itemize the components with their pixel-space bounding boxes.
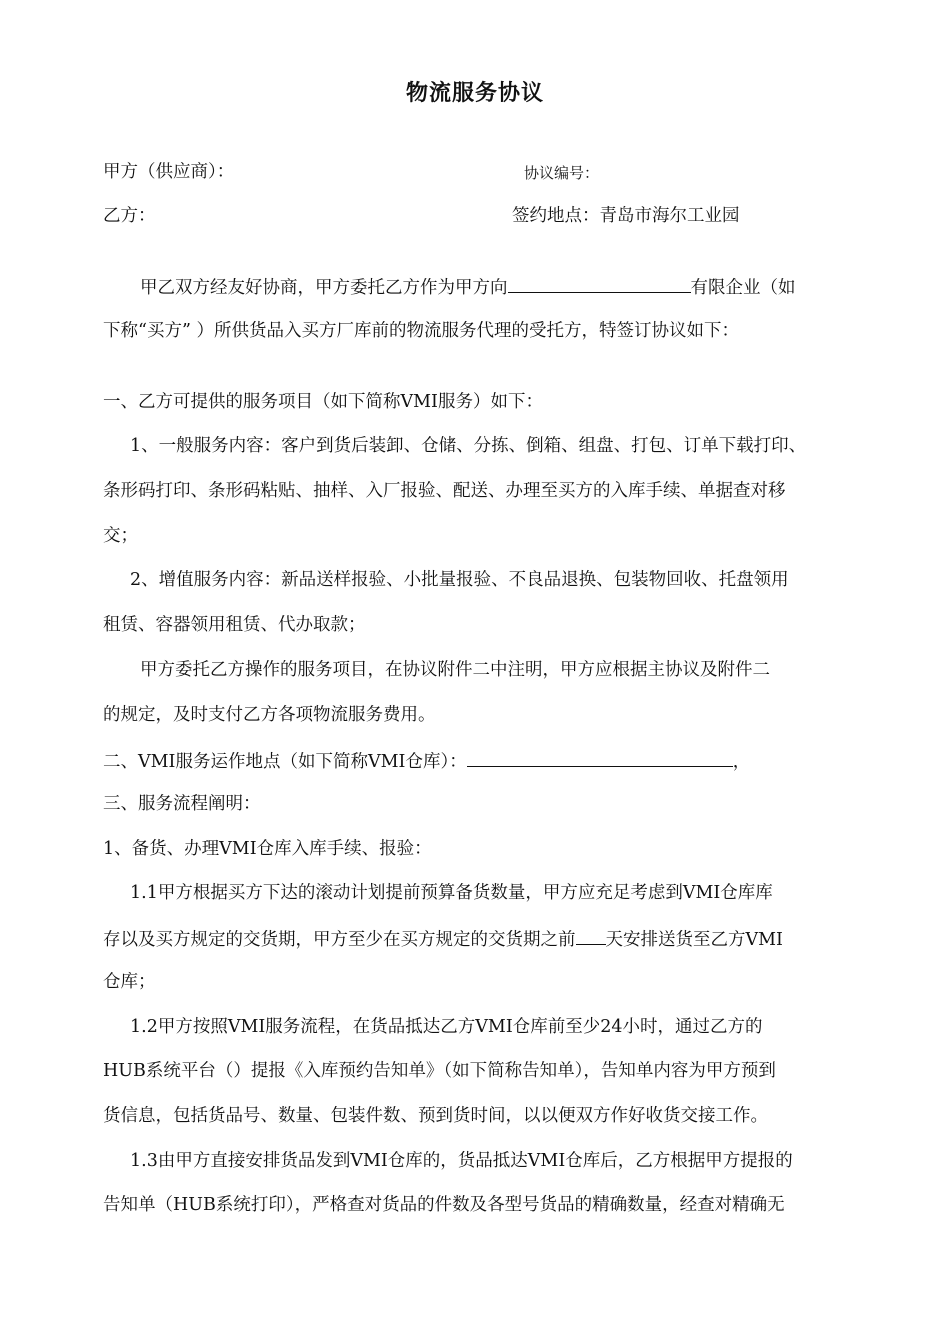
intro-line-1-text-b: 有限企业（如	[690, 278, 796, 298]
agreement-no-label: 协议编号：	[524, 164, 600, 182]
para-1-1-line-2	[103, 926, 783, 952]
intro-line-1-text-a: 甲乙双方经友好协商，甲方委托乙方作为甲方向	[140, 278, 508, 298]
vmi-warehouse-blank	[467, 748, 733, 767]
para-1-1-line-2-text-b: 天安排送货至乙方VMI	[605, 930, 783, 950]
para-1-1-line-1: 1.1甲方根据买方下达的滚动计划提前预算备货数量，甲方应充足考虑到VMI仓库库	[130, 883, 773, 903]
subsection-1-heading: 1、备货、办理VMI仓库入库手续、报验：	[103, 839, 432, 859]
para-1-2-line-2: HUB系统平台（）提报《入库预约告知单》（如下简称告知单），告知单内容为甲方预到	[103, 1061, 776, 1081]
para-1-3-line-2: 告知单（HUB系统打印），严格查对货品的件数及各型号货品的精确数量，经查对精确无	[103, 1195, 785, 1215]
para-1-1-line-3: 仓库；	[103, 972, 156, 992]
days-blank	[576, 926, 606, 945]
intro-line-2: 下称“买方” ）所供货品入买方厂库前的物流服务代理的受托方，特签订协议如下：	[103, 321, 739, 341]
document-title: 物流服务协议	[405, 80, 544, 106]
item-1-line-1: 1、一般服务内容：客户到货后装卸、仓储、分拣、倒箱、组盘、打包、订单下载打印、	[130, 436, 807, 456]
item-1-line-2: 条形码打印、条形码粘贴、抽样、入厂报验、配送、办理至买方的入库手续、单据查对移	[103, 481, 786, 501]
section-2-heading	[103, 748, 750, 774]
note-line-1: 甲方委托乙方操作的服务项目，在协议附件二中注明，甲方应根据主协议及附件二	[140, 660, 770, 680]
intro-line-1	[140, 274, 796, 300]
section-2-heading-text: 二、VMI服务运作地点（如下简称VMI仓库）：	[103, 752, 467, 772]
item-2-line-2: 租赁、容器领用租赁、代办取款；	[103, 615, 366, 635]
party-b-label: 乙方：	[103, 206, 156, 226]
section-1-heading: 一、乙方可提供的服务项目（如下简称VMI服务）如下：	[103, 392, 543, 412]
para-1-2-line-3: 货信息，包括货品号、数量、包装件数、预到货时间，以以便双方作好收货交接工作。	[103, 1106, 768, 1126]
section-3-heading: 三、服务流程阐明：	[103, 794, 261, 814]
item-1-line-3: 交；	[103, 526, 138, 546]
para-1-1-line-2-text-a: 存以及买方规定的交货期，甲方至少在买方规定的交货期之前	[103, 930, 576, 950]
party-a-label: 甲方（供应商）：	[103, 162, 235, 182]
para-1-3-line-1: 1.3由甲方直接安排货品发到VMI仓库的，货品抵达VMI仓库后，乙方根据甲方提报的	[130, 1151, 793, 1171]
para-1-2-line-1: 1.2甲方按照VMI服务流程，在货品抵达乙方VMI仓库前至少24小时，通过乙方的	[130, 1017, 763, 1037]
note-line-2: 的规定，及时支付乙方各项物流服务费用。	[103, 705, 436, 725]
sign-place: 签约地点：青岛市海尔工业园	[512, 206, 740, 226]
section-2-comma: ，	[732, 752, 751, 772]
buyer-name-blank	[508, 274, 691, 293]
item-2-line-1: 2、增值服务内容：新品送样报验、小批量报验、不良品退换、包装物回收、托盘领用	[130, 570, 789, 590]
